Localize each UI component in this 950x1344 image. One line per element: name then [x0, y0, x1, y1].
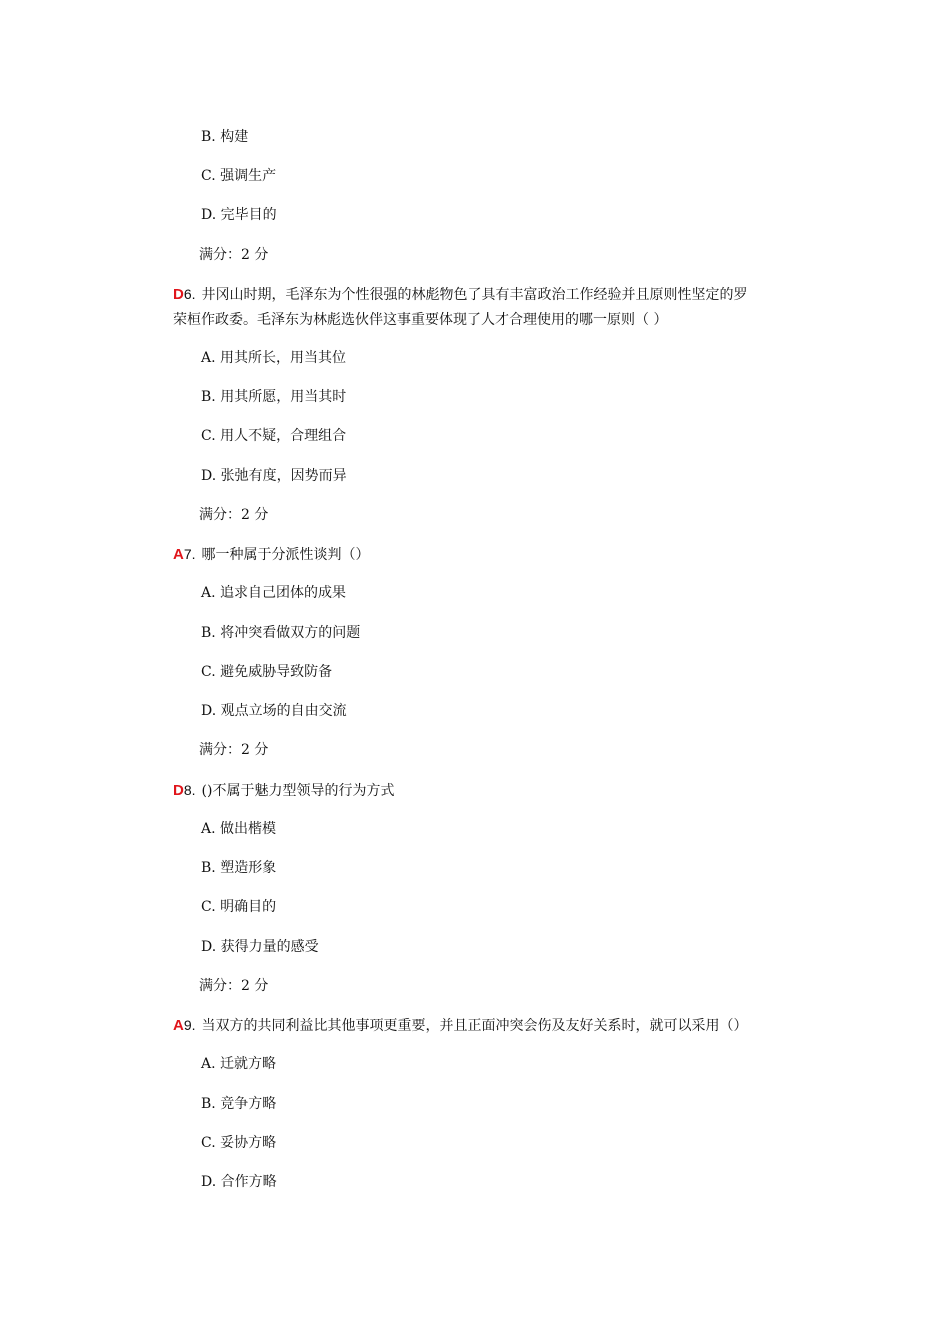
- answer-mark: A: [173, 1017, 184, 1034]
- option-q5-b: B. 构建: [201, 129, 249, 145]
- question-number: 6.: [183, 286, 196, 302]
- score-q8: 满分：2 分: [199, 978, 269, 994]
- option-q8-a: A. 做出楷模: [201, 821, 277, 837]
- option-q7-b: B. 将冲突看做双方的问题: [201, 625, 361, 641]
- score-q6: 满分：2 分: [199, 507, 269, 523]
- question-7: [173, 544, 370, 565]
- question-stem: ()不属于魅力型领导的行为方式: [201, 783, 395, 799]
- option-q6-c: C. 用人不疑，合理组合: [201, 428, 347, 444]
- question-stem: 当双方的共同利益比其他事项更重要，并且正面冲突会伤及友好关系时，就可以采用（）: [201, 1018, 748, 1034]
- question-number: 7.: [183, 546, 196, 562]
- option-q6-a: A. 用其所长，用当其位: [201, 350, 347, 366]
- question-6-stem-line2: 荣桓作政委。毛泽东为林彪选伙伴这事重要体现了人才合理使用的哪一原则（ ）: [173, 312, 668, 328]
- question-8: [173, 780, 394, 801]
- option-q9-c: C. 妥协方略: [201, 1135, 277, 1151]
- option-q9-b: B. 竞争方略: [201, 1096, 277, 1112]
- score-q5: 满分：2 分: [199, 247, 269, 263]
- option-q6-d: D. 张弛有度，因势而异: [201, 468, 347, 484]
- score-q7: 满分：2 分: [199, 742, 269, 758]
- option-q8-d: D. 获得力量的感受: [201, 939, 319, 955]
- question-stem: 井冈山时期，毛泽东为个性很强的林彪物色了具有丰富政治工作经验并且原则性坚定的罗: [201, 287, 748, 303]
- option-q6-b: B. 用其所愿，用当其时: [201, 389, 347, 405]
- question-stem: 哪一种属于分派性谈判（）: [201, 547, 370, 563]
- answer-mark: A: [173, 546, 184, 563]
- answer-mark: D: [173, 782, 184, 799]
- option-q9-a: A. 迁就方略: [201, 1056, 277, 1072]
- option-q8-c: C. 明确目的: [201, 899, 277, 915]
- option-q5-c: C. 强调生产: [201, 168, 277, 184]
- answer-mark: D: [173, 286, 184, 303]
- question-number: 9.: [183, 1017, 196, 1033]
- option-q5-d: D. 完毕目的: [201, 207, 277, 223]
- option-q8-b: B. 塑造形象: [201, 860, 277, 876]
- question-number: 8.: [183, 782, 196, 798]
- question-6: [173, 284, 748, 305]
- option-q7-a: A. 追求自己团体的成果: [201, 585, 347, 601]
- option-q9-d: D. 合作方略: [201, 1174, 277, 1190]
- option-q7-d: D. 观点立场的自由交流: [201, 703, 347, 719]
- question-9: [173, 1015, 748, 1036]
- option-q7-c: C. 避免威胁导致防备: [201, 664, 333, 680]
